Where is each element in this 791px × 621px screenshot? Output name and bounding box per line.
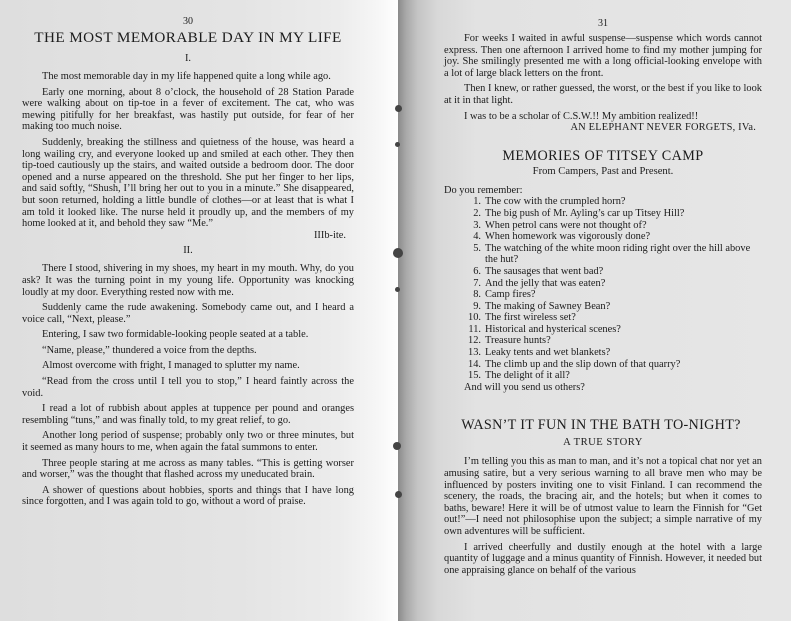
paragraph: Then I knew, or rather guessed, the worst, or the best if you like to look at it in that light.	[444, 83, 762, 106]
list-item-text: The watching of the white moon riding right over the hill above the hut?	[485, 242, 751, 266]
list-item-text: Historical and hysterical scenes?	[485, 323, 621, 335]
paragraph: “Read from the cross until I tell you to stop,” I heard faintly across the void.	[22, 376, 354, 399]
article-subtitle-titsey-camp: From Campers, Past and Present.	[532, 165, 674, 177]
list-item	[464, 266, 762, 278]
list-item-text: Camp fires?	[485, 289, 536, 301]
list-item	[464, 312, 762, 324]
list-item-text: Treasure hunts?	[485, 335, 551, 347]
paragraph: Entering, I saw two formidable-looking people seated at a table.	[42, 329, 309, 341]
list-item-number: 7.	[473, 277, 481, 289]
list-item-number: 1.	[473, 196, 481, 208]
binding-stain	[395, 142, 400, 147]
list-item-number: 3.	[473, 219, 481, 231]
page-number-right: 31	[598, 18, 608, 29]
page-number-left: 30	[183, 16, 193, 27]
article-title-memorable-day: THE MOST MEMORABLE DAY IN MY LIFE	[34, 29, 342, 46]
paragraph: “Name, please,” thundered a voice from the depths.	[42, 344, 257, 356]
memories-outro: And will you send us others?	[464, 381, 585, 393]
list-item-text: The making of Sawney Bean?	[485, 300, 611, 312]
binding-stain	[393, 248, 403, 258]
list-item-number: 2.	[473, 207, 481, 219]
list-item-number: 6.	[473, 265, 481, 277]
list-item	[464, 335, 762, 347]
memories-intro: Do you remember:	[444, 184, 523, 196]
paragraph: For weeks I waited in awful suspense—suspense which words cannot express. Then one afternoon I arrived home to find my mother jumping for joy. She smilingly presented me with a long official-looking envelope with a lot of large black letters on the front.	[444, 33, 762, 79]
list-item	[464, 347, 762, 359]
list-item	[464, 220, 762, 232]
list-item-text: Leaky tents and wet blankets?	[485, 347, 611, 359]
list-item-number: 9.	[473, 300, 481, 312]
paragraph: I read a lot of rubbish about apples at tuppence per pound and oranges resembling “tuns,” and was finally told, to my great relief, to go.	[22, 403, 354, 426]
paragraph: Suddenly came the rude awakening. Somebody came out, and I heard a voice call, “Next, please.”	[22, 302, 354, 325]
list-item-number: 13.	[468, 347, 481, 359]
paragraph: There I stood, shivering in my shoes, my heart in my mouth. Why, do you ask? It was the turning point in my young life. Opportunity was knocking loudly at my door. Everything rested now with me.	[22, 263, 354, 298]
list-item-number: 12.	[468, 335, 481, 347]
list-item-number: 14.	[468, 358, 481, 370]
list-item-text: The first wireless set?	[485, 312, 576, 324]
list-item	[464, 243, 762, 266]
binding-stain	[395, 491, 402, 498]
author-signature-section-1: IIIb-ite.	[313, 229, 346, 241]
article-title-bath: WASN’T IT FUN IN THE BATH TO-NIGHT?	[461, 417, 741, 434]
list-item-text: The delight of it all?	[485, 370, 570, 382]
paragraph: Early one morning, about 8 o’clock, the household of 28 Station Parade were walking about on tip-toe in a fever of excitement. The cat, who was mewing pitifully for her breakfast, was hastily put outside, for fear of her making too much noise.	[22, 86, 354, 133]
list-item	[464, 370, 762, 382]
paragraph: Suddenly, breaking the stillness and quietness of the house, was heard a long wailing cry, and everyone looked up and smiled at each other. They then tip-toed cautiously up the stairs, and waited outside a bedroom door. The door opened and a nurse appeared on the threshold. She put her finger to her lips, and said softly, “Shush, I’ll bring her out to you in a minute.” She disappeared, but soon returned, holding a little bundle of clothes—or at least that is what I am told it looked like. The nurse held it proudly up, and the members of my home looked at it, and behold they saw “Me.”	[22, 136, 354, 230]
binding-stain	[393, 442, 401, 450]
list-item	[464, 289, 762, 301]
list-item-text: The cow with the crumpled horn?	[485, 196, 626, 208]
paragraph: The most memorable day in my life happened quite a long while ago.	[42, 71, 331, 82]
right-page-content	[444, 18, 762, 580]
paragraph: I was to be a scholar of C.S.W.!! My ambition realized!!	[464, 110, 699, 122]
article-subtitle-bath: A TRUE STORY	[563, 437, 643, 449]
left-page-content	[22, 16, 354, 512]
paragraph: Almost overcome with fright, I managed to splutter my name.	[42, 360, 300, 372]
paragraph: I arrived cheerfully and dustily enough at the hotel with a large quantity of luggage and a minus quantity of Finnish. However, it needed but one appraising glance on behalf of the various	[444, 541, 762, 576]
list-item-number: 10.	[468, 312, 481, 324]
author-signature-elephant: AN ELEPHANT NEVER FORGETS, IVa.	[570, 122, 756, 134]
binding-stain	[395, 105, 402, 112]
list-item-text: The climb up and the slip down of that quarry?	[485, 358, 681, 370]
list-item-number: 4.	[473, 231, 481, 243]
list-item	[464, 301, 762, 313]
list-item	[464, 278, 762, 290]
section-number-1: I.	[184, 53, 192, 64]
paragraph: I’m telling you this as man to man, and it’s not a topical chat nor yet an amusing satire, but a very serious warning to all brave men who may be influenced by posters inviting one to visit Finland. I can recommend the scenery, the roads, the bracing air, and the hotels; but when it comes to baths, beware! Here it will be of utmost value to learn the Finnish for “Get out!”—I need not philosophise upon the subject; a simple narrative of my own adventures will be sufficient.	[444, 456, 762, 537]
article-title-titsey-camp: MEMORIES OF TITSEY CAMP	[502, 147, 704, 164]
list-item-number: 8.	[473, 289, 481, 301]
list-item	[464, 208, 762, 220]
list-item	[464, 324, 762, 336]
list-item-number: 5.	[473, 242, 481, 254]
list-item-text: When petrol cans were not thought of?	[485, 219, 647, 231]
list-item	[464, 231, 762, 243]
paragraph: Another long period of suspense; probably only two or three minutes, but it seemed as many hours to me, when again the fatal summons to enter.	[22, 430, 354, 454]
binding-stain	[395, 287, 400, 292]
paragraph: Three people staring at me across as many tables. “This is getting worser and worser,” was the thought that flashed across my uneducated brain.	[22, 457, 354, 481]
list-item	[464, 359, 762, 371]
right-page	[398, 0, 791, 621]
paragraph: A shower of questions about hobbies, sports and things that I have long since forgotten, and I was again told to go, without a word of praise.	[22, 484, 354, 508]
list-item	[464, 196, 762, 208]
list-item-text: And the jelly that was eaten?	[485, 277, 606, 289]
list-item-number: 11.	[468, 323, 481, 335]
memories-list	[444, 196, 762, 382]
list-item-text: When homework was vigorously done?	[485, 231, 651, 243]
list-item-text: The sausages that went bad?	[485, 265, 604, 277]
list-item-number: 15.	[468, 370, 481, 382]
list-item-text: The big push of Mr. Ayling’s car up Titsey Hill?	[485, 207, 685, 219]
section-number-2: II.	[183, 245, 193, 257]
